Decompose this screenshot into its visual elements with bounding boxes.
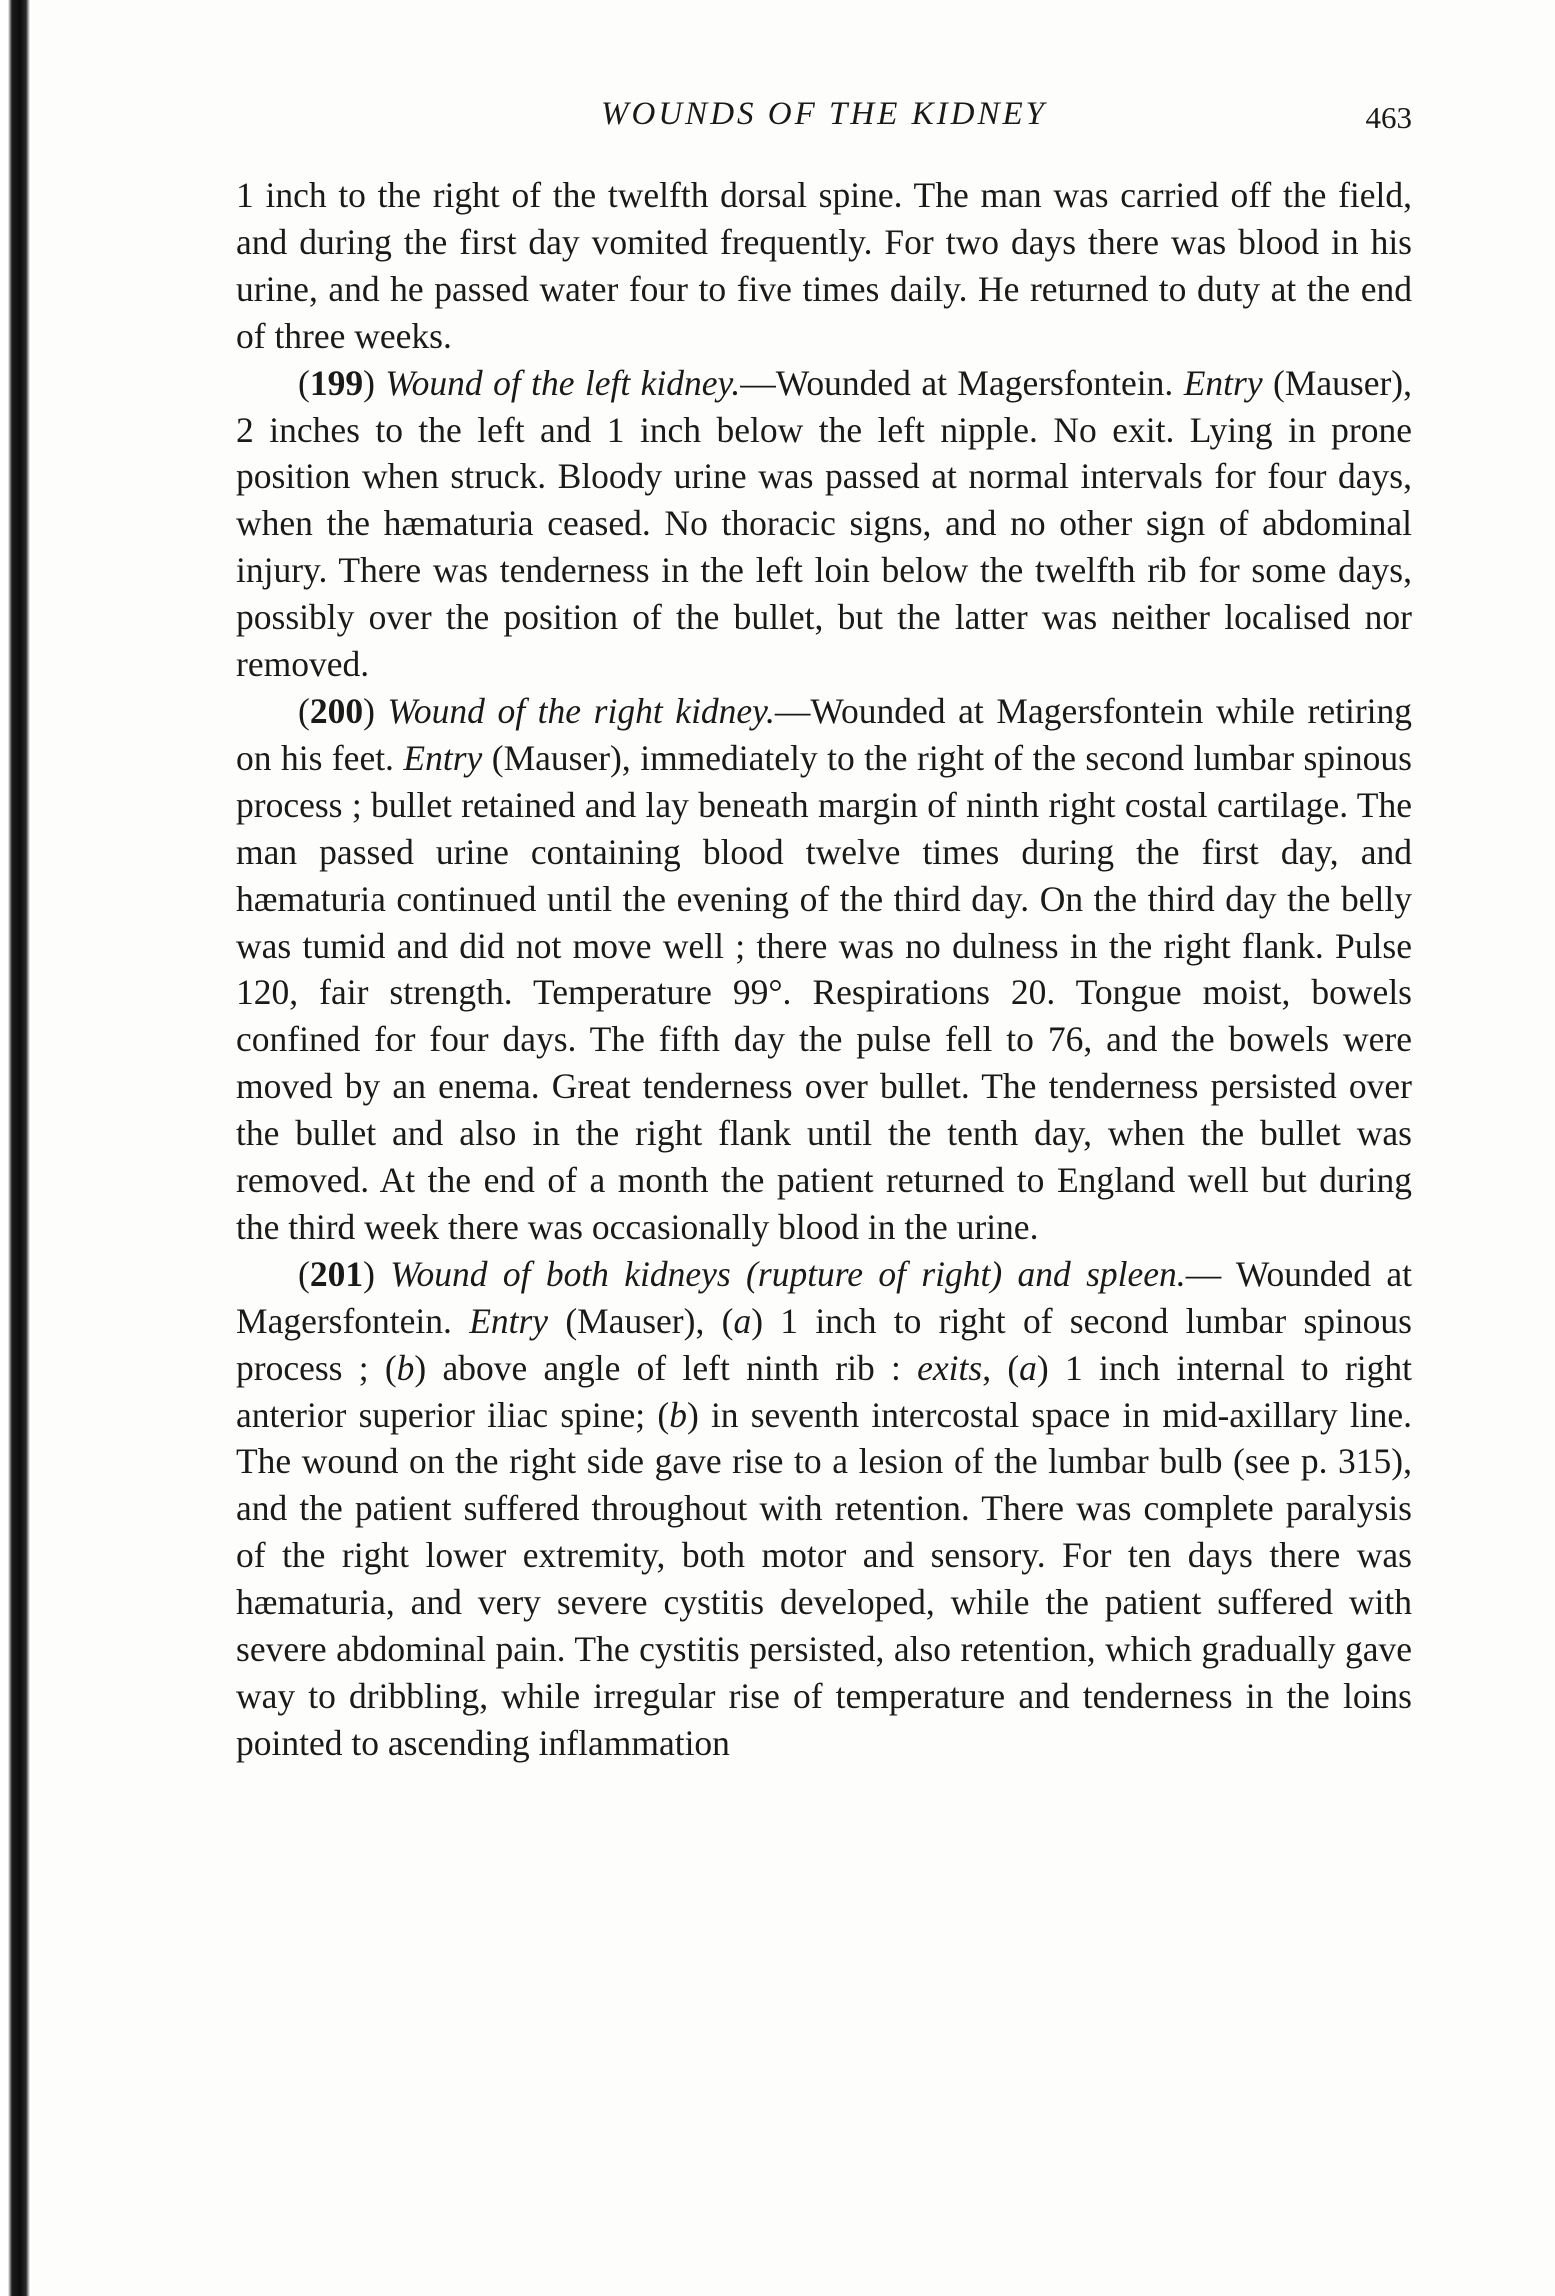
page-header (236, 92, 1412, 142)
case-text: , ( (982, 1347, 1020, 1388)
case-title: Wound of the right kidney. (387, 690, 775, 731)
case-text: ) 1 inch to right of second lumbar spinous process ; ( (236, 1300, 1412, 1388)
page-number: 463 (1365, 100, 1412, 135)
entry-label: Entry (403, 737, 483, 778)
case-text: ) 1 inch internal to right anterior superior iliac spine; ( (236, 1347, 1412, 1435)
case-number: 199 (309, 362, 364, 403)
enum-b: b (669, 1394, 687, 1435)
case-text: ) above angle of left ninth rib : (414, 1347, 918, 1388)
case-title: Wound of both kidneys ( (390, 1253, 758, 1294)
body-text (236, 172, 1412, 1767)
enum-b: b (396, 1347, 415, 1388)
case-200-paragraph: (200) Wound of the right kidney.—Wounded at Magersfontein while retiring on his feet. Entry (Mauser), immediately to the right of the second lumbar spinous process ; bullet retained and lay beneath margin of ninth right costal cartilage. The man passed urine containing blood twelve times during the first day, and hæmaturia continued until the evening of the third day. On the third day the belly was tumid and did not move well ; there was no dulness in the right flank. Pulse 120, fair strength. Temperature 99°. Respirations 20. Tongue moist, bowels confined for four days. The fifth day the pulse fell to 76, and the bowels were moved by an enema. Great tenderness over bullet. The tenderness persisted over the bullet and also in the right flank until the tenth day, when the bullet was removed. At the end of a month the patient returned to England well but during the third week there was occasionally blood in the urine. (236, 690, 1413, 1247)
enum-a: a (733, 1300, 752, 1341)
case-title-end: ) and spleen. (990, 1253, 1186, 1294)
case-title-paren: rupture of right (757, 1253, 991, 1294)
entry-label: Entry (469, 1300, 549, 1341)
case-text: —Wounded at Magersfontein while retiring on his feet. (236, 690, 1413, 778)
binding-edge (0, 0, 30, 2296)
case-number: 200 (309, 690, 364, 731)
paragraph-continuation: 1 inch to the right of the twelfth dorsal spine. The man was carried off the field, and during the first day vomited frequently. For two days there was blood in his urine, and he passed water four to five times daily. He returned to duty at the end of three weeks. (236, 175, 1412, 356)
case-text: (Mauser), 2 inches to the left and 1 inch below the left nipple. No exit. Lying in prone position when struck. Bloody urine was passed at normal intervals for four days, when the hæmaturia ceased. No thoracic signs, and no other sign of abdominal injury. There was tenderness in the left loin below the twelfth rib for some days, possibly over the position of the bullet, but the latter was neither localised nor removed. (236, 362, 1412, 685)
case-201-paragraph: (201) Wound of both kidneys (rupture of right) and spleen.— Wounded at Magersfontein. Entry (Mauser), (a) 1 inch to right of second lumbar spinous process ; (b) above angle of left ninth rib : exits, (a) 1 inch internal to right anterior superior iliac spine; (b) in seventh intercostal space in mid-axillary line. The wound on the right side gave rise to a lesion of the lumbar bulb (see p. 315), and the patient suffered throughout with retention. There was complete paralysis of the right lower extremity, both motor and sensory. For ten days there was hæmaturia, and very severe cystitis developed, while the patient suffered with severe abdominal pain. The cystitis persisted, also retention, which gradually gave way to dribbling, while irregular rise of temperature and tenderness in the loins pointed to ascending inflammation (236, 1253, 1413, 1763)
enum-a: a (1019, 1347, 1037, 1388)
case-text: (Mauser), immediately to the right of the second lumbar spinous process ; bullet retained and lay beneath margin of ninth right costal cartilage. The man passed urine containing blood twelve times during the first day, and hæmaturia continued until the evening of the third day. On the third day the belly was tumid and did not move well ; there was no dulness in the right flank. Pulse 120, fair strength. Temperature 99°. Respirations 20. Tongue moist, bowels confined for four days. The fifth day the pulse fell to 76, and the bowels were moved by an enema. Great tenderness over bullet. The tenderness persisted over the bullet and also in the right flank until the tenth day, when the bullet was removed. At the end of a month the patient returned to England well but during the third week there was occasionally blood in the urine. (236, 737, 1412, 1247)
case-text: — Wounded at Magersfontein. (236, 1253, 1412, 1341)
case-text: ) in seventh intercostal space in mid-axillary line. The wound on the right side gave rise to a lesion of the lumbar bulb (see p. 315), and the patient suffered throughout with retention. There was complete paralysis of the right lower extremity, both motor and sensory. For ten days there was hæmaturia, and very severe cystitis developed, while the patient suffered with severe abdominal pain. The cystitis persisted, also retention, which gradually gave way to dribbling, while irregular rise of temperature and tenderness in the loins pointed to ascending inflammation (236, 1394, 1413, 1763)
case-number: 201 (309, 1253, 364, 1294)
exits-label: exits (917, 1347, 983, 1388)
case-text: —Wounded at Magersfontein. (740, 362, 1184, 403)
entry-label: Entry (1183, 362, 1263, 403)
case-199-paragraph: (199) Wound of the left kidney.—Wounded at Magersfontein. Entry (Mauser), 2 inches to the left and 1 inch below the left nipple. No exit. Lying in prone position when struck. Bloody urine was passed at normal intervals for four days, when the hæmaturia ceased. No thoracic signs, and no other sign of abdominal injury. There was tenderness in the left loin below the twelfth rib for some days, possibly over the position of the bullet, but the latter was neither localised nor removed. (236, 362, 1412, 685)
case-text: (Mauser), ( (548, 1300, 734, 1341)
running-head: WOUNDS OF THE KIDNEY (601, 96, 1047, 132)
case-title: Wound of the left kidney. (385, 362, 741, 403)
